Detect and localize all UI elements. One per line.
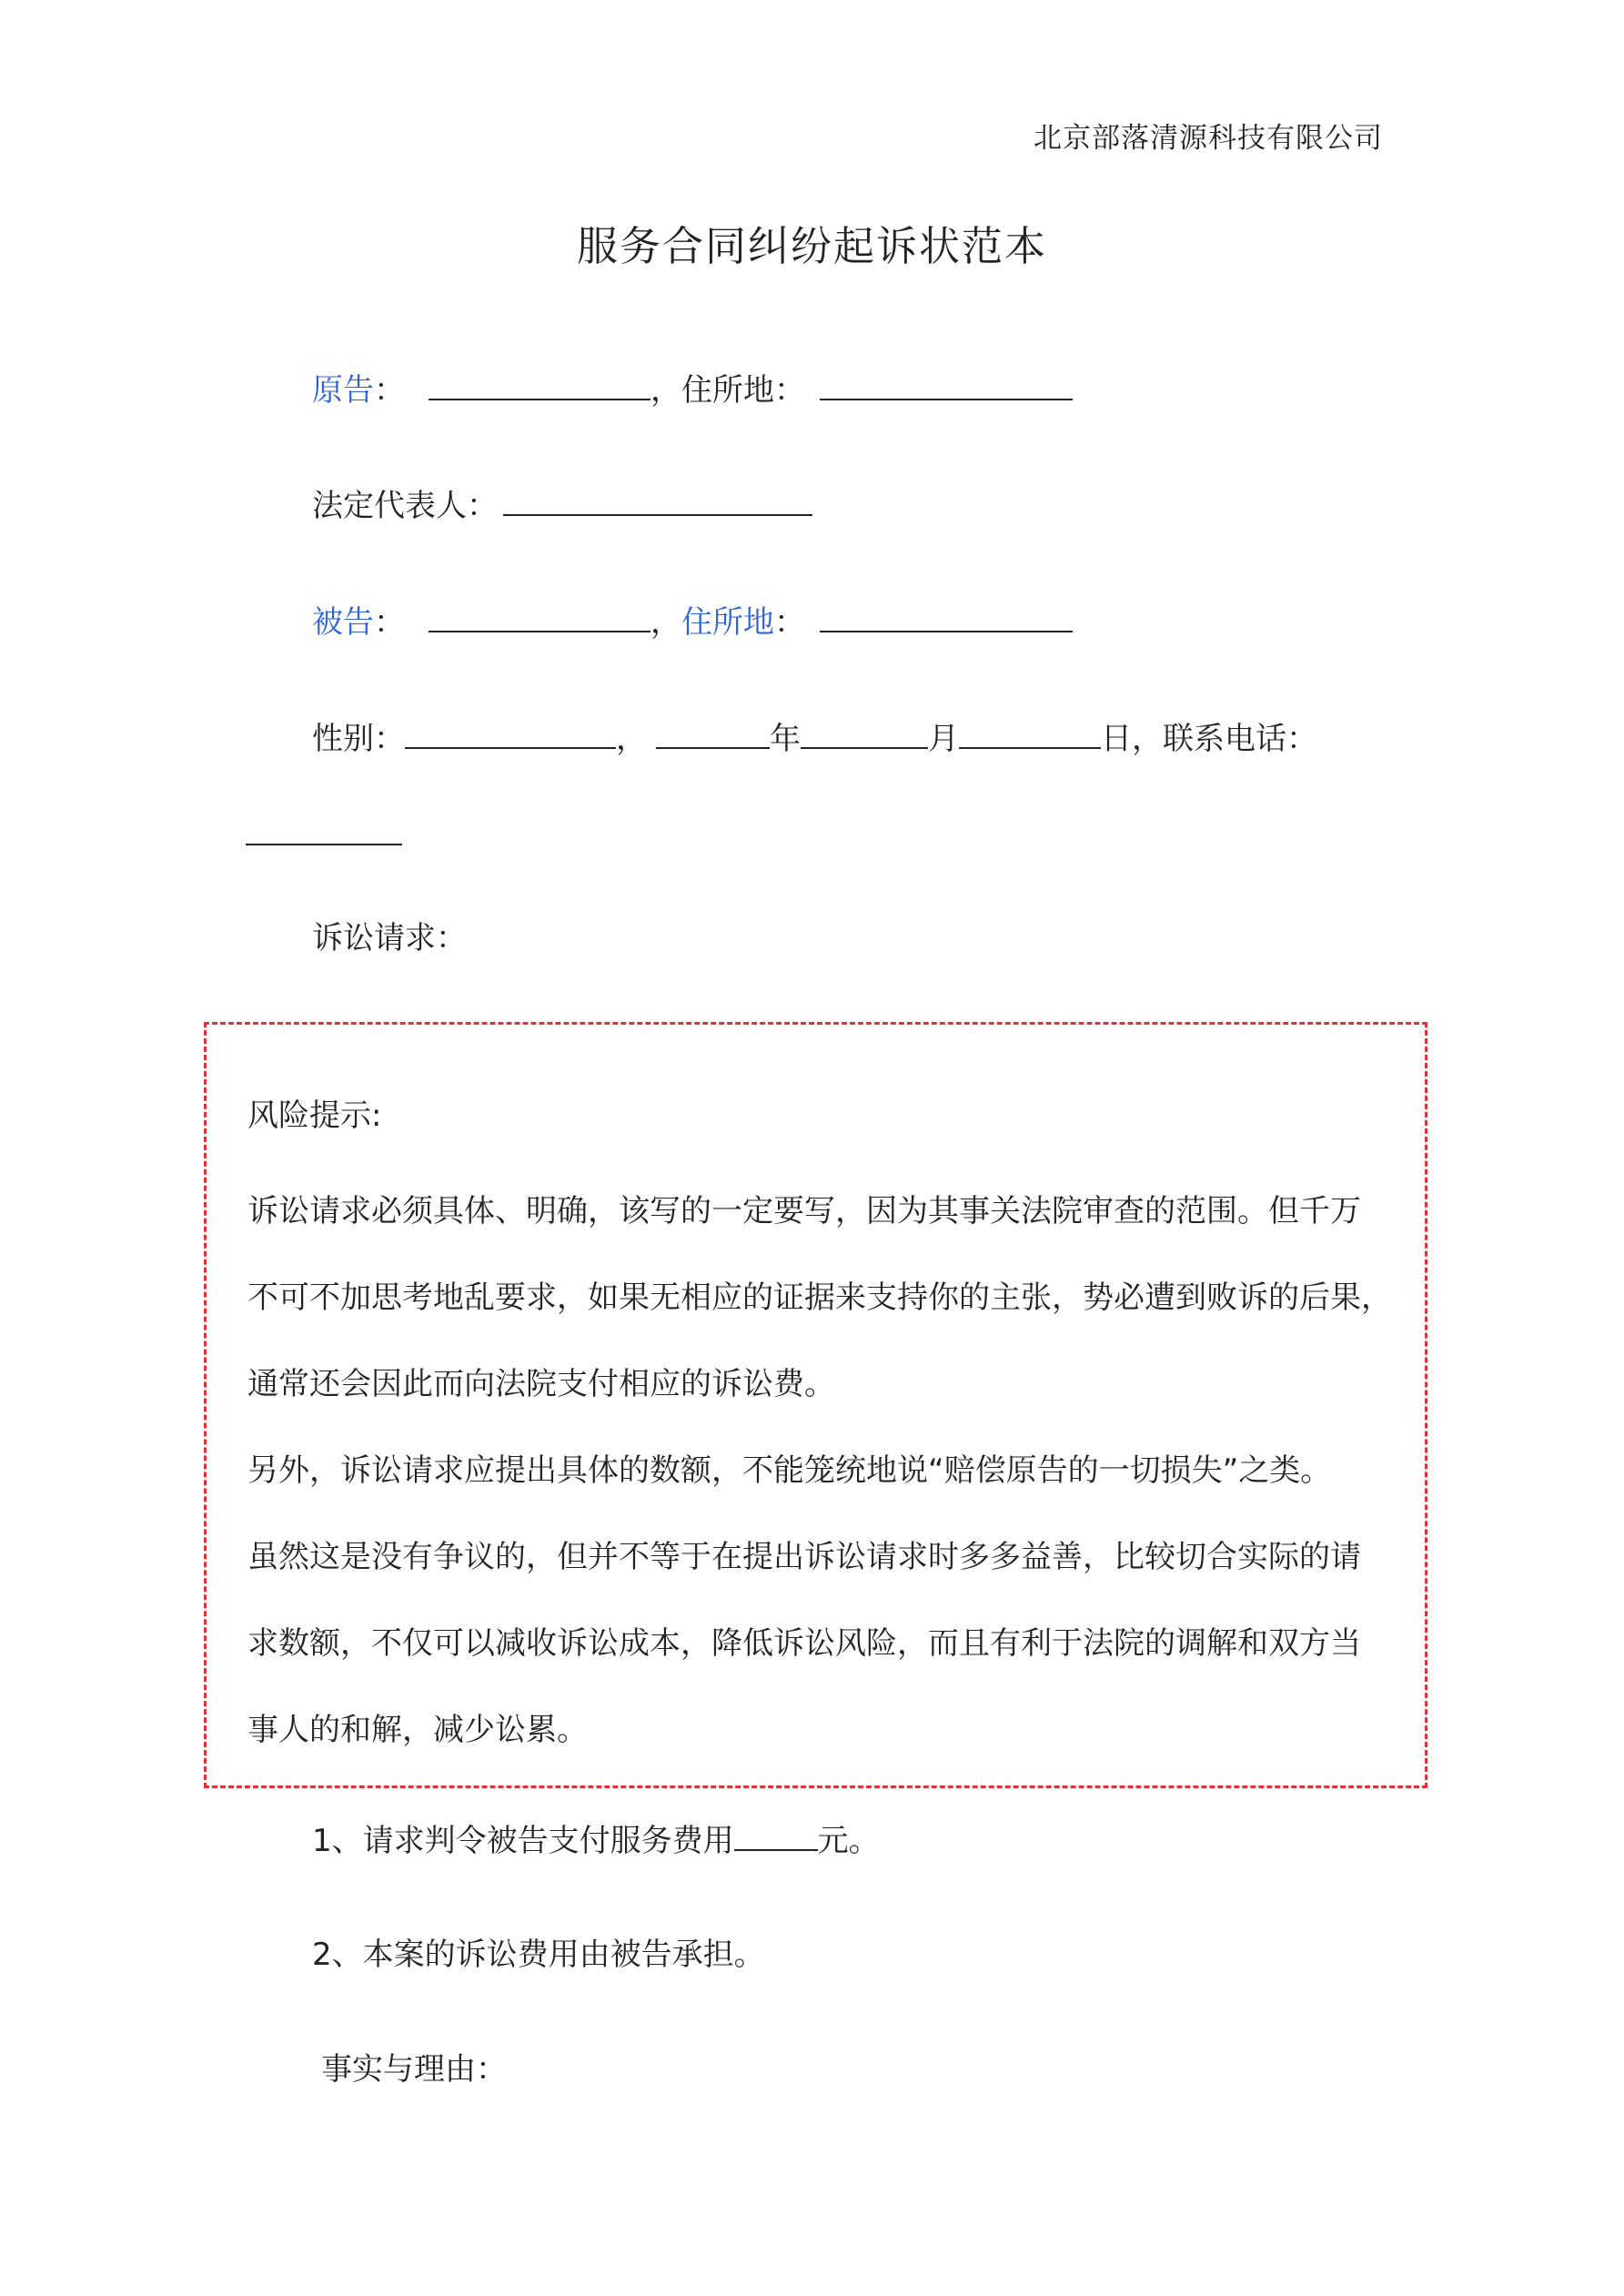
defendant-address-blank[interactable] (820, 600, 1073, 632)
claim-1-amount-blank[interactable] (734, 1818, 818, 1851)
day-blank[interactable] (959, 716, 1101, 749)
risk-line: 通常还会因此而向法院支付相应的诉讼费。 (247, 1366, 835, 1402)
defendant-line (312, 600, 1073, 642)
risk-warning-box (204, 1022, 1427, 1788)
defendant-address-label[interactable]: 住所地 (681, 604, 774, 641)
risk-body (247, 1168, 1403, 1774)
defendant-comma: ， (651, 604, 681, 641)
legal-rep-colon: ： (467, 488, 498, 524)
plaintiff-line (312, 368, 1073, 410)
claim-1-text: 1、请求判令被告支付服务费用 (312, 1823, 734, 1859)
plaintiff-label[interactable]: 原告 (312, 372, 374, 409)
defendant-colon: ： (374, 604, 405, 641)
phone-blank[interactable] (246, 813, 402, 845)
gender-date-phone-line (312, 716, 1317, 759)
risk-heading: 风险提示: (247, 1097, 382, 1134)
plaintiff-comma: ， (651, 372, 681, 409)
legal-rep-line (312, 483, 812, 526)
claim-2: 2、本案的诉讼费用由被告承担。 (312, 1937, 765, 1973)
plaintiff-address-colon: ： (774, 372, 805, 409)
plaintiff-address-label: 住所地 (681, 372, 774, 409)
year-blank[interactable] (656, 716, 770, 749)
risk-line: 诉讼请求必须具体、明确，该写的一定要写，因为其事关法院审查的范围。但千万 (247, 1193, 1361, 1229)
day-label: 日， (1101, 721, 1163, 757)
phone-line (246, 813, 402, 855)
claim-1 (312, 1818, 880, 1861)
risk-line: 求数额，不仅可以减收诉讼成本，降低诉讼风险，而且有利于法院的调解和双方当 (247, 1625, 1361, 1662)
phone-label: 联系电话： (1163, 721, 1317, 757)
defendant-label[interactable]: 被告 (312, 604, 374, 641)
facts-heading: 事实与理由： (321, 2051, 507, 2088)
document-title: 服务合同纠纷起诉状范本 (576, 222, 1047, 270)
risk-line: 虽然这是没有争议的，但并不等于在提出诉讼请求时多多益善，比较切合实际的请 (247, 1539, 1361, 1575)
header-company-name: 北京部落清源科技有限公司 (1034, 122, 1383, 155)
year-label: 年 (770, 721, 801, 757)
legal-rep-label: 法定代表人 (312, 488, 467, 524)
claim-1-suffix: 元。 (817, 1823, 880, 1859)
legal-rep-blank[interactable] (503, 483, 812, 516)
risk-line: 不可不加思考地乱要求，如果无相应的证据来支持你的主张，势必遭到败诉的后果， (247, 1279, 1392, 1316)
risk-line: 事人的和解，减少讼累。 (247, 1712, 588, 1748)
gender-label: 性别： (312, 721, 405, 757)
claims-heading: 诉讼请求： (312, 920, 467, 956)
month-blank[interactable] (801, 716, 928, 749)
gender-comma: ， (616, 721, 647, 757)
gender-blank[interactable] (405, 716, 616, 749)
plaintiff-address-blank[interactable] (820, 368, 1073, 400)
defendant-address-colon: ： (774, 604, 805, 641)
plaintiff-colon: ： (374, 372, 405, 409)
risk-line: 另外，诉讼请求应提出具体的数额，不能笼统地说“赔偿原告的一切损失”之类。 (247, 1452, 1332, 1489)
plaintiff-name-blank[interactable] (429, 368, 651, 400)
month-label: 月 (928, 721, 959, 757)
defendant-name-blank[interactable] (429, 600, 651, 632)
